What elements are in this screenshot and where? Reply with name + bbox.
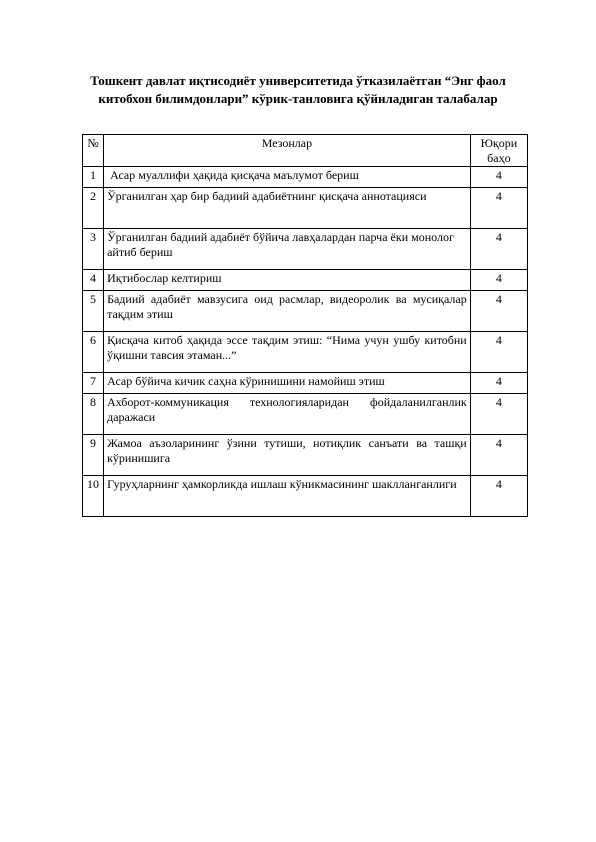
row-criterion: Асар бўйича кичик саҳна кўринишини намойиш этиш (104, 373, 471, 394)
table-row (83, 332, 528, 373)
header-number: № (83, 135, 104, 167)
table-row (83, 270, 528, 291)
row-criterion: Жамоа аъзоларининг ўзини тутиши, нотиқлик санъати ва ташқи кўринишига (104, 435, 471, 476)
row-criterion: Ўрганилган бадиий адабиёт бўйича лавҳалардан парча ёки монолог айтиб бериш (104, 229, 471, 270)
table-row (83, 167, 528, 188)
row-score: 4 (470, 188, 527, 229)
table-row (83, 188, 528, 229)
row-score: 4 (470, 435, 527, 476)
row-number: 1 (83, 167, 104, 188)
criteria-table (82, 134, 528, 517)
table-row (83, 373, 528, 394)
row-score: 4 (470, 291, 527, 332)
row-number: 10 (83, 476, 104, 517)
row-criterion: Бадиий адабиёт мавзусига оид расмлар, видеоролик ва мусиқалар тақдим этиш (104, 291, 471, 332)
title-line-2: китобхон билимдонлари” кўрик-танловига қўйиладиган талабалар (98, 91, 498, 106)
row-number: 5 (83, 291, 104, 332)
header-criteria: Мезонлар (104, 135, 471, 167)
row-number: 8 (83, 394, 104, 435)
row-criterion: Ахборот-коммуникация технологияларидан фойдаланилганлик даражаси (104, 394, 471, 435)
row-score: 4 (470, 476, 527, 517)
row-number: 6 (83, 332, 104, 373)
row-score: 4 (470, 373, 527, 394)
row-criterion: Гуруҳларнинг ҳамкорликда ишлаш кўникмасининг шаклланганлиги (104, 476, 471, 517)
row-number: 2 (83, 188, 104, 229)
row-criterion: Асар муаллифи ҳақида қисқача маълумот бериш (104, 167, 471, 188)
header-score: Юқори баҳо (470, 135, 527, 167)
row-score: 4 (470, 229, 527, 270)
table-row (83, 476, 528, 517)
row-score: 4 (470, 332, 527, 373)
row-criterion: Ўрганилган ҳар бир бадиий адабиётнинг қисқача аннотацияси (104, 188, 471, 229)
table-header-row (83, 135, 528, 167)
row-score: 4 (470, 394, 527, 435)
row-score: 4 (470, 167, 527, 188)
table-row (83, 435, 528, 476)
table-row (83, 229, 528, 270)
document-title (60, 72, 536, 108)
row-criterion: Қисқача китоб ҳақида эссе тақдим этиш: “Нима учун ушбу китобни ўқишни тавсия этаман...” (104, 332, 471, 373)
row-number: 7 (83, 373, 104, 394)
row-number: 3 (83, 229, 104, 270)
row-criterion: Иқтибослар келтириш (104, 270, 471, 291)
row-score: 4 (470, 270, 527, 291)
row-number: 4 (83, 270, 104, 291)
table-row (83, 394, 528, 435)
table-row (83, 291, 528, 332)
title-line-1: Тошкент давлат иқтисодиёт университетида ўтказилаётган “Энг фаол (90, 73, 506, 88)
row-number: 9 (83, 435, 104, 476)
